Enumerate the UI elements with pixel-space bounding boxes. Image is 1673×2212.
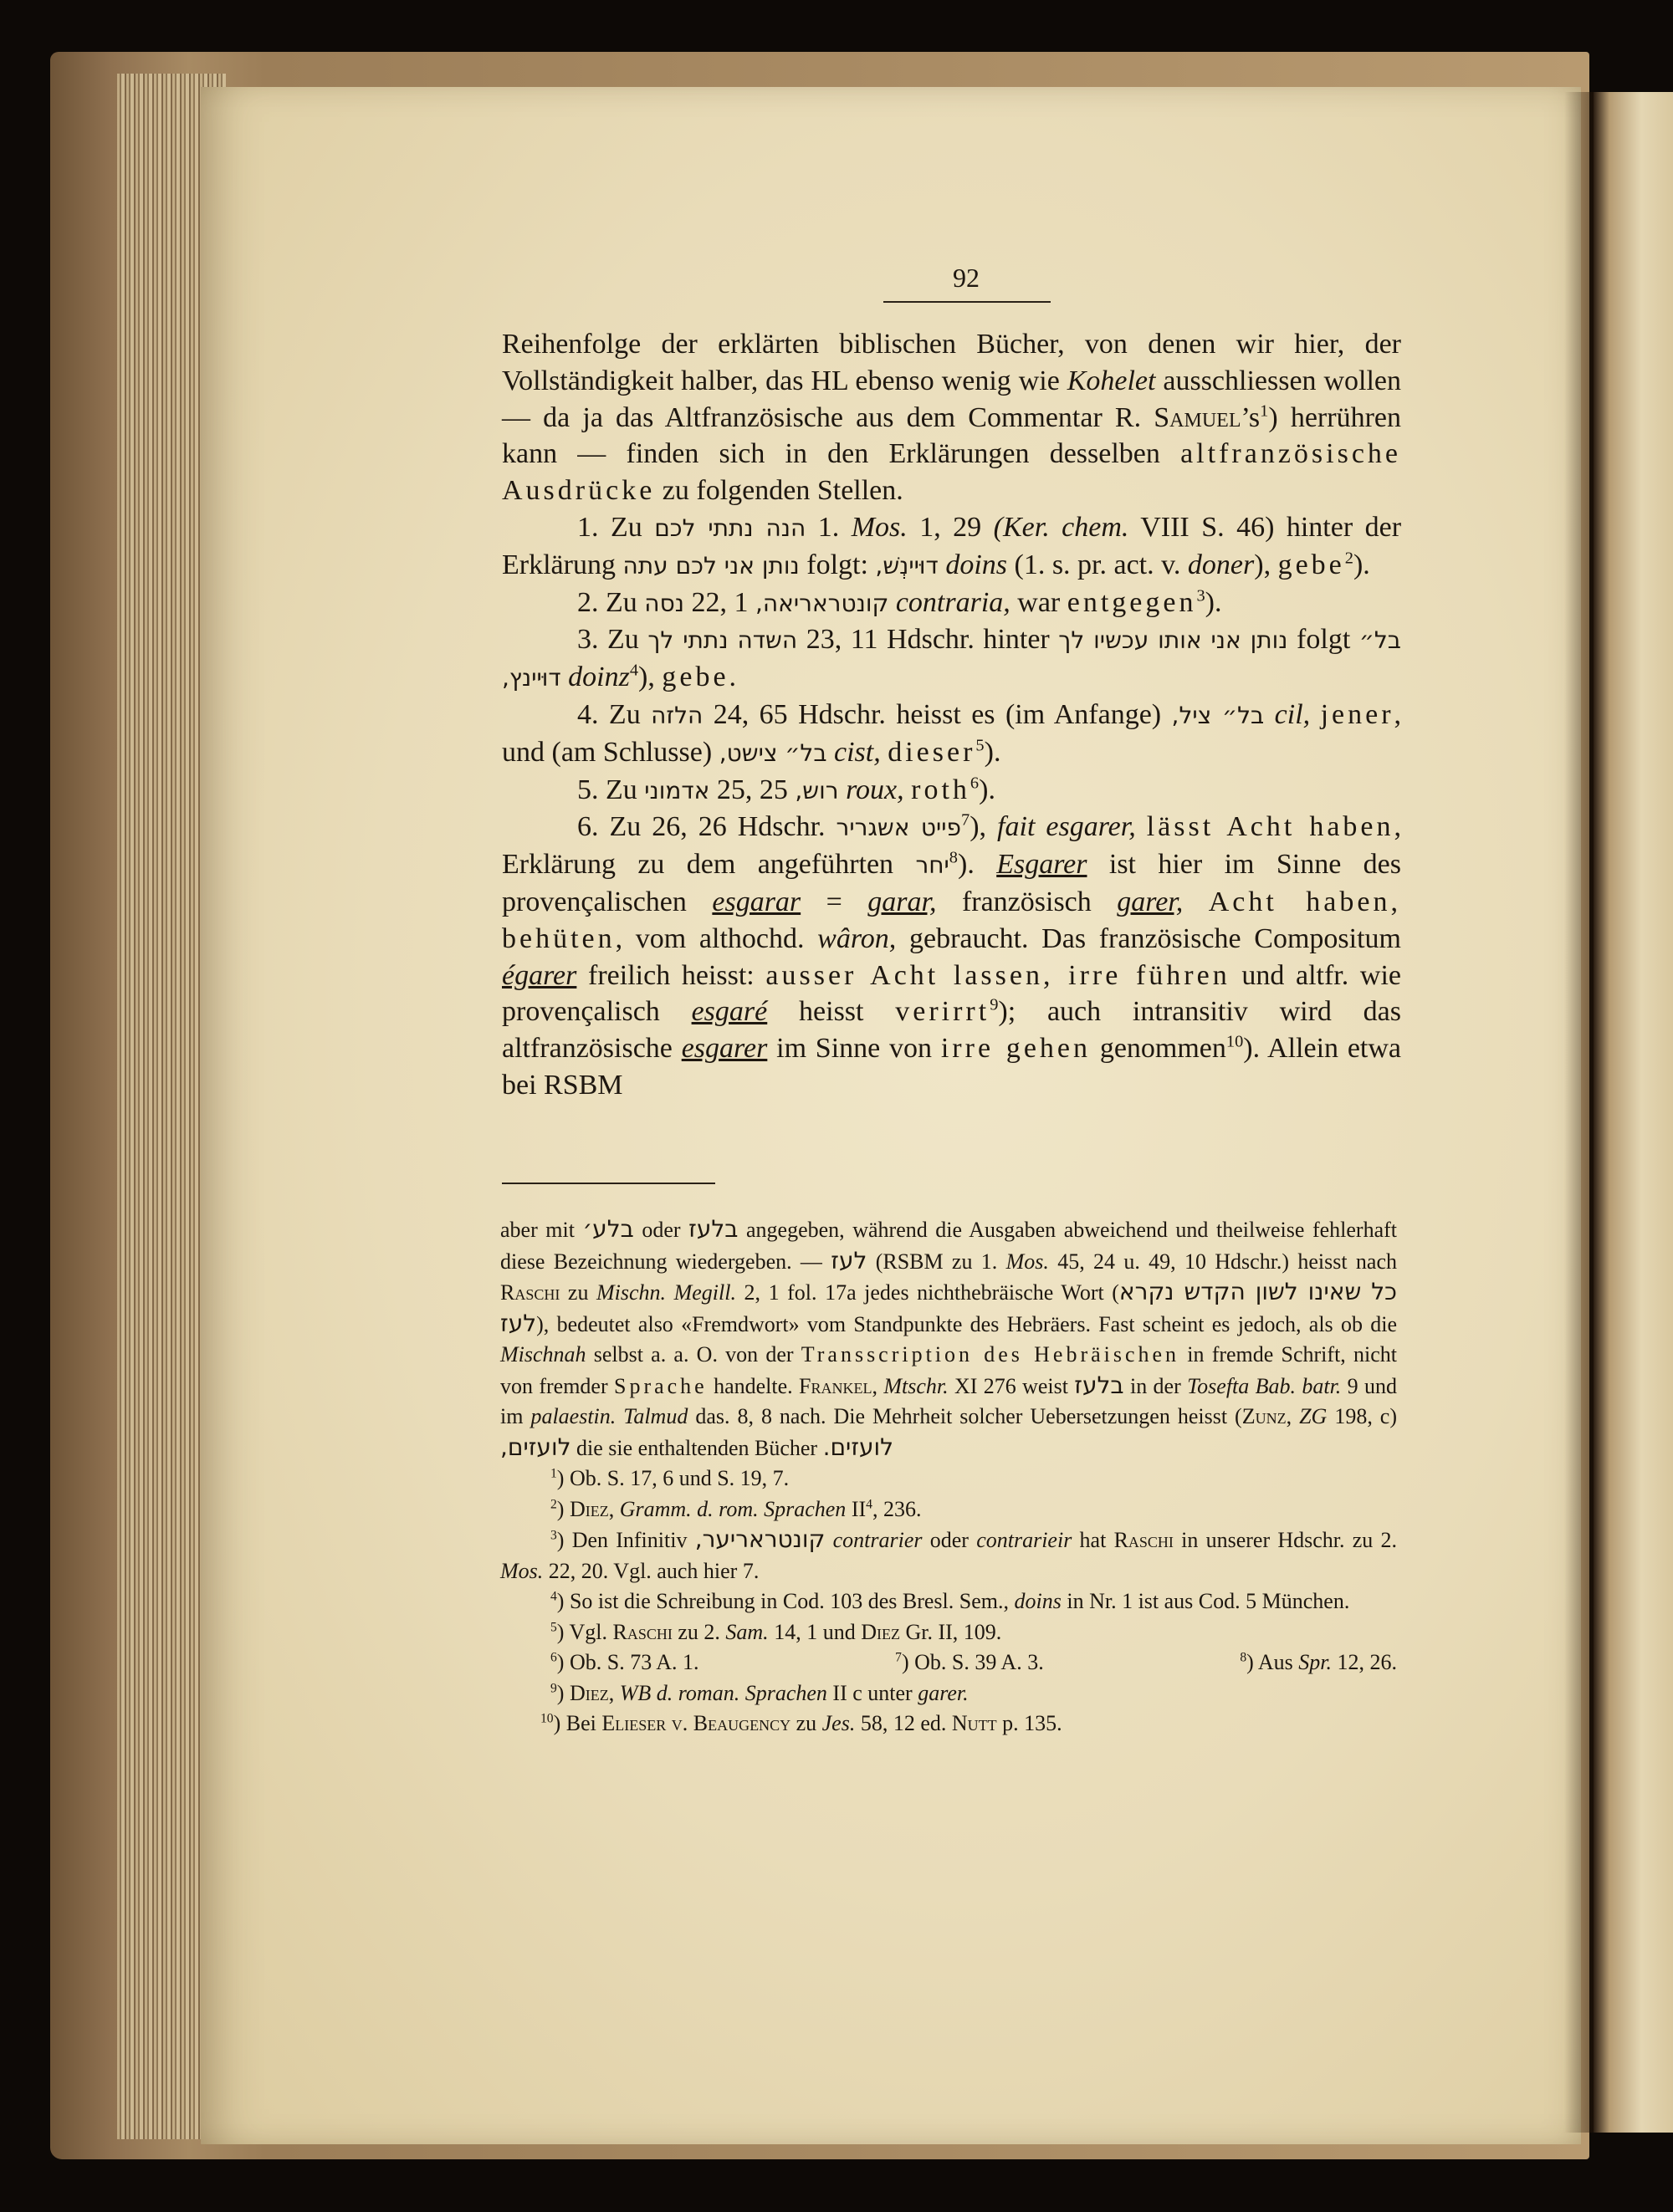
author-name: Raschi xyxy=(612,1619,673,1644)
text xyxy=(561,662,569,692)
text-spaced: altfranzösische Ausdrücke xyxy=(502,438,1401,507)
text: ) Ob. S. 17, 6 und S. 19, 7. xyxy=(556,1466,790,1490)
text: ) Vgl. xyxy=(556,1619,613,1644)
text: , und (am Schlusse) xyxy=(502,698,1402,768)
text-italic: doinz xyxy=(568,662,630,693)
text: ). xyxy=(984,736,1001,768)
text: 3. Zu xyxy=(577,624,648,656)
hebrew-text: הנה נתתי לכם xyxy=(654,513,806,542)
author-name: Diez xyxy=(569,1496,609,1521)
footnote-ref: 5 xyxy=(975,736,985,755)
hebrew-text: יחר xyxy=(915,851,949,880)
text-italic: contrarieir xyxy=(976,1528,1072,1552)
text: p. 135. xyxy=(996,1711,1062,1735)
author-name: Frankel xyxy=(799,1373,872,1398)
text: handelte. xyxy=(707,1373,799,1398)
hebrew-text: נותן אני לכם עתה xyxy=(622,551,800,580)
footnote-8 xyxy=(1240,1648,1397,1678)
text: , xyxy=(608,1496,620,1521)
hebrew-text: לעז xyxy=(831,1246,867,1275)
text xyxy=(888,587,896,618)
text: 45, 24 u. 49, 10 Hdschr.) heisst nach xyxy=(1048,1249,1398,1274)
footnote-number: 6 xyxy=(550,1650,557,1665)
footnote-7 xyxy=(895,1648,1044,1678)
page-number: 92 xyxy=(953,263,980,293)
text: ) Ob. S. 73 A. 1. xyxy=(556,1650,699,1674)
text: ). xyxy=(1353,549,1370,580)
text-spaced: Acht haben, behüten xyxy=(502,886,1401,954)
text: selbst a. a. O. von der xyxy=(586,1342,801,1367)
text-italic: garar, xyxy=(867,886,937,917)
hebrew-text: בל״ ציל, xyxy=(1171,701,1265,729)
footnote-continuation xyxy=(500,1214,1397,1464)
text: ausschliessen wollen — da ja das Altfranzösische aus dem Commentar R. xyxy=(502,365,1402,433)
paragraph-item-6 xyxy=(502,809,1401,1103)
edition-number: 4 xyxy=(866,1496,872,1511)
facing-page-edge xyxy=(1594,92,1673,2133)
text xyxy=(839,774,847,805)
text: 22, 20. Vgl. auch hier 7. xyxy=(543,1558,760,1583)
text: in Nr. 1 ist aus Cod. 5 München. xyxy=(1061,1589,1350,1613)
text: zu 2. xyxy=(672,1619,726,1644)
text: ). Allein etwa bei RSBM xyxy=(502,1033,1401,1101)
text: ). xyxy=(1205,586,1222,618)
text xyxy=(827,737,835,768)
text: zu folgenden Stellen. xyxy=(655,475,903,507)
text: ) Ob. S. 39 A. 3. xyxy=(901,1650,1044,1674)
hebrew-text: לועזים. xyxy=(822,1433,894,1461)
text: 23, 11 Hdschr. hinter xyxy=(797,624,1059,656)
text-italic: Tosefta Bab. batr. xyxy=(1187,1373,1342,1398)
text: 25, 25 xyxy=(709,774,796,805)
text: 2, 1 fol. 17a jedes nichthebräische Wort ( xyxy=(735,1280,1119,1305)
text-spaced: lässt Acht haben xyxy=(1146,811,1394,843)
text: ), xyxy=(1254,549,1278,580)
footnote-ref: 3 xyxy=(1196,586,1205,605)
text xyxy=(825,1528,832,1552)
text: heisst xyxy=(767,996,896,1028)
text-italic: Jes. xyxy=(821,1711,856,1735)
footnote-3 xyxy=(500,1525,1397,1586)
text: in fremde Schrift, nicht von fremder xyxy=(500,1342,1397,1398)
author-name: Samuel xyxy=(1154,401,1241,433)
text: ) xyxy=(556,1496,570,1521)
text: , 236. xyxy=(872,1496,922,1521)
text: 1. xyxy=(806,511,852,543)
text-spaced: entgegen xyxy=(1067,586,1197,618)
hebrew-text: בל״ צישט, xyxy=(719,738,827,767)
text: ). xyxy=(958,849,997,881)
text: französisch xyxy=(936,886,1118,917)
footnote-number: 9 xyxy=(550,1680,557,1695)
hebrew-text: בל״ דוּיינץ, xyxy=(502,626,1401,692)
paragraph-item-3 xyxy=(502,621,1401,697)
text-italic: Gramm. d. rom. Sprachen xyxy=(619,1496,847,1521)
text xyxy=(904,774,912,805)
footnote-ref: 7 xyxy=(961,811,970,830)
hebrew-text: נסה xyxy=(644,589,684,617)
text: Reihenfolge der erklärten biblischen Bücher, von denen wir hier, der Vollständigkeit halber, das HL ebenso wenig wie xyxy=(502,329,1401,396)
text: folgt: xyxy=(799,549,876,580)
text: VIII S. 46) hinter der Erklärung xyxy=(502,511,1402,580)
text: 14, 1 und xyxy=(768,1619,862,1644)
text: hat xyxy=(1072,1528,1114,1552)
footnote-2 xyxy=(500,1494,1397,1525)
text xyxy=(881,737,888,768)
text: ist hier im Sinne des provençalischen xyxy=(502,849,1401,917)
footnote-ref: 6 xyxy=(970,774,980,793)
text-italic: contrarier xyxy=(832,1528,923,1552)
hebrew-text: אדמוני xyxy=(644,776,710,805)
text: ) Aus xyxy=(1246,1650,1299,1674)
text: ), xyxy=(970,811,998,843)
text-italic: garer. xyxy=(918,1680,969,1705)
text-italic: esgarer xyxy=(681,1033,768,1065)
text: , xyxy=(608,1680,620,1705)
text: 22, 1 xyxy=(683,586,755,618)
text-spaced: gebe. xyxy=(662,662,740,693)
text-italic: Esgarer xyxy=(996,849,1087,881)
paragraph-item-4 xyxy=(502,697,1401,772)
hebrew-text: דוּיינְשׁ, xyxy=(875,551,939,580)
text: 9 und im xyxy=(500,1373,1398,1428)
footnote-5 xyxy=(500,1617,1397,1648)
text: 5. Zu xyxy=(577,774,645,805)
text: angegeben, während die Ausgaben abweichend und theilweise fehlerhaft diese Bezeichnung wiedergeben. — xyxy=(500,1218,1398,1274)
text-italic: ZG xyxy=(1299,1404,1328,1428)
footnote-number: 1 xyxy=(550,1466,557,1481)
hebrew-text: בלע׳ xyxy=(582,1215,634,1243)
text: ’s xyxy=(1241,401,1261,433)
main-text xyxy=(502,326,1401,1104)
text-italic: Mos. xyxy=(1005,1249,1049,1274)
text-italic: esgaré xyxy=(691,996,768,1028)
text-italic: (Ker. chem. xyxy=(993,511,1129,543)
text-italic: Mischn. Megill. xyxy=(596,1280,736,1305)
text-italic: égarer xyxy=(502,959,577,991)
author-name: Nutt xyxy=(951,1711,997,1735)
footnote-number: 3 xyxy=(550,1528,557,1543)
text xyxy=(1310,699,1320,730)
text: = xyxy=(801,886,868,917)
text-italic: doner xyxy=(1187,549,1255,580)
text: 58, 12 ed. xyxy=(855,1711,952,1735)
text: (RSBM zu 1. xyxy=(867,1249,1006,1274)
author-name: Elieser v. Beaugency xyxy=(601,1711,791,1735)
text: 1, 29 xyxy=(907,511,994,543)
paragraph-item-1 xyxy=(502,509,1401,585)
text-italic: doins xyxy=(1014,1589,1062,1613)
text-italic: wâron, xyxy=(817,922,897,954)
author-name: Zunz xyxy=(1241,1404,1287,1428)
footnote-ref: 10 xyxy=(1225,1032,1244,1051)
text-spaced: verirrt xyxy=(895,996,990,1028)
author-name: Raschi xyxy=(500,1280,560,1305)
text: zu xyxy=(560,1280,597,1305)
hebrew-text: פייט אשגריר xyxy=(836,814,962,842)
text: II c unter xyxy=(826,1680,918,1705)
text: ) Bei xyxy=(553,1711,602,1735)
text-spaced: jener xyxy=(1320,698,1394,730)
text: aber mit xyxy=(500,1218,583,1242)
hebrew-text: לועזים, xyxy=(500,1433,571,1461)
text-italic: cist, xyxy=(834,736,881,768)
text xyxy=(1183,886,1208,917)
text: ), bedeutet also «Fremdwort» vom Standpunkte des Hebräers. Fast scheint es jedoch, als ob die xyxy=(536,1311,1397,1336)
text-spaced: Transscription des Hebräischen xyxy=(801,1342,1180,1367)
footnote-ref: 9 xyxy=(990,996,999,1015)
text-spaced: gebe xyxy=(1277,549,1345,580)
text: , xyxy=(1286,1404,1300,1428)
author-name: Raschi xyxy=(1113,1528,1174,1552)
footnote-number: 5 xyxy=(550,1619,557,1634)
footnote-1 xyxy=(500,1464,1397,1494)
footnote-number: 8 xyxy=(1240,1650,1247,1665)
text-italic: Spr. xyxy=(1298,1650,1332,1674)
text: 1. Zu xyxy=(577,511,655,543)
text: und altfr. wie provençalisch xyxy=(502,959,1401,1028)
text: , vom althochd. xyxy=(615,922,818,954)
text: in unserer Hdschr. zu 2. xyxy=(1173,1528,1398,1552)
footnote-ref: 2 xyxy=(1344,549,1353,568)
text xyxy=(1264,699,1274,730)
text-italic: doins xyxy=(945,549,1007,580)
paragraph-item-5 xyxy=(502,772,1401,810)
text: gebraucht. Das französische Compositum xyxy=(896,922,1401,954)
text-italic: Kohelet xyxy=(1067,365,1156,396)
text-spaced: roth xyxy=(911,774,970,805)
paragraph-intro xyxy=(502,326,1401,509)
page-number-rule xyxy=(883,301,1051,303)
hebrew-text: בלעז xyxy=(1074,1371,1124,1399)
footnote-4 xyxy=(500,1586,1397,1617)
text: 12, 26. xyxy=(1331,1650,1397,1674)
text: oder xyxy=(633,1218,689,1242)
text: Gr. II, 109. xyxy=(899,1619,1002,1644)
text: ) So ist die Schreibung in Cod. 103 des Bresl. Sem., xyxy=(556,1589,1015,1613)
text: in der xyxy=(1123,1373,1188,1398)
text-italic: Mtschr. xyxy=(883,1373,949,1398)
text-italic: cil, xyxy=(1274,698,1311,730)
author-name: Diez xyxy=(861,1619,900,1644)
text-italic: WB d. roman. Sprachen xyxy=(619,1680,827,1705)
text: II xyxy=(846,1496,867,1521)
hebrew-text: הלזה xyxy=(651,701,703,729)
footnote-number: 4 xyxy=(550,1589,557,1604)
text-spaced: Sprache xyxy=(613,1373,708,1398)
text: ), xyxy=(638,662,663,693)
text: genommen xyxy=(1091,1033,1226,1065)
text-italic: esgarar xyxy=(712,886,801,917)
text-italic: fait esgarer, xyxy=(997,811,1136,843)
text-italic: Mos. xyxy=(851,511,908,543)
text: 198, c) xyxy=(1327,1404,1397,1428)
footnote-9 xyxy=(500,1678,1397,1709)
text: folgt xyxy=(1287,624,1359,656)
hebrew-text: השדה נתתי לך xyxy=(647,626,798,655)
footnote-ref: 8 xyxy=(949,848,958,867)
text: , Erklärung zu dem angeführten xyxy=(502,811,1402,881)
text: die sie enthaltenden Bücher xyxy=(570,1435,823,1460)
text: XI 276 weist xyxy=(948,1373,1075,1398)
text: oder xyxy=(922,1528,977,1552)
footnote-10 xyxy=(500,1709,1397,1739)
paragraph-item-2 xyxy=(502,585,1401,622)
text-italic: garer, xyxy=(1117,886,1184,917)
text-spaced: dieser xyxy=(888,736,976,768)
text-italic: contraria, xyxy=(895,586,1010,618)
footnote-number: 7 xyxy=(895,1650,902,1665)
text: 2. Zu xyxy=(577,586,645,618)
hebrew-text: קונטראריער, xyxy=(694,1525,826,1553)
text: 4. Zu xyxy=(577,698,652,730)
hebrew-text: נותן אני אותו עכשיו לך xyxy=(1058,626,1288,655)
text: ) herrühren kann — finden sich in den Erklärungen desselben xyxy=(502,401,1401,470)
text xyxy=(1136,811,1147,842)
text: (1. s. pr. act. v. xyxy=(1007,549,1188,580)
footnote-number: 10 xyxy=(540,1711,554,1726)
footnote-ref: 1 xyxy=(1260,401,1269,421)
footnote-ref: 4 xyxy=(629,661,639,680)
text: 24, 65 Hdschr. heisst es (im Anfange) xyxy=(703,698,1172,730)
hebrew-text: רוש, xyxy=(795,776,839,805)
text-italic: Mos. xyxy=(500,1558,544,1583)
text: im Sinne von xyxy=(767,1033,941,1065)
footnote-rule xyxy=(502,1183,715,1184)
text: , xyxy=(872,1373,884,1398)
footnotes-6-8 xyxy=(500,1648,1397,1678)
footnote-6 xyxy=(550,1648,699,1678)
text-italic: Sam. xyxy=(725,1619,769,1644)
hebrew-text: קונטראריאה, xyxy=(755,589,889,617)
text: ) xyxy=(556,1680,570,1705)
text-spaced: ausser Acht lassen, irre führen xyxy=(765,959,1230,991)
text: freilich heisst: xyxy=(576,959,766,991)
text: war xyxy=(1010,586,1067,618)
text: das. 8, 8 nach. Die Mehrheit solcher Uebersetzungen heisst ( xyxy=(688,1404,1242,1428)
hebrew-text: בלעז xyxy=(688,1215,739,1243)
text: ) Den Infinitiv xyxy=(556,1528,695,1552)
hebrew-text: כל שאינו לשון הקדש נקרא לעז xyxy=(500,1278,1397,1337)
text: zu xyxy=(790,1711,822,1735)
text-italic: palaestin. Talmud xyxy=(530,1404,688,1428)
text-italic: Mischnah xyxy=(500,1342,586,1367)
text-spaced: irre gehen xyxy=(940,1033,1092,1065)
text: ). xyxy=(979,774,995,805)
text: 6. Zu 26, 26 Hdschr. xyxy=(577,811,836,843)
footnotes xyxy=(500,1214,1397,1739)
text-italic: roux, xyxy=(846,774,904,805)
spine-shadow xyxy=(1564,92,1598,2133)
author-name: Diez xyxy=(569,1680,609,1705)
footnote-number: 2 xyxy=(550,1496,557,1511)
text: ); auch intransitiv wird das altfranzösische xyxy=(502,996,1401,1065)
